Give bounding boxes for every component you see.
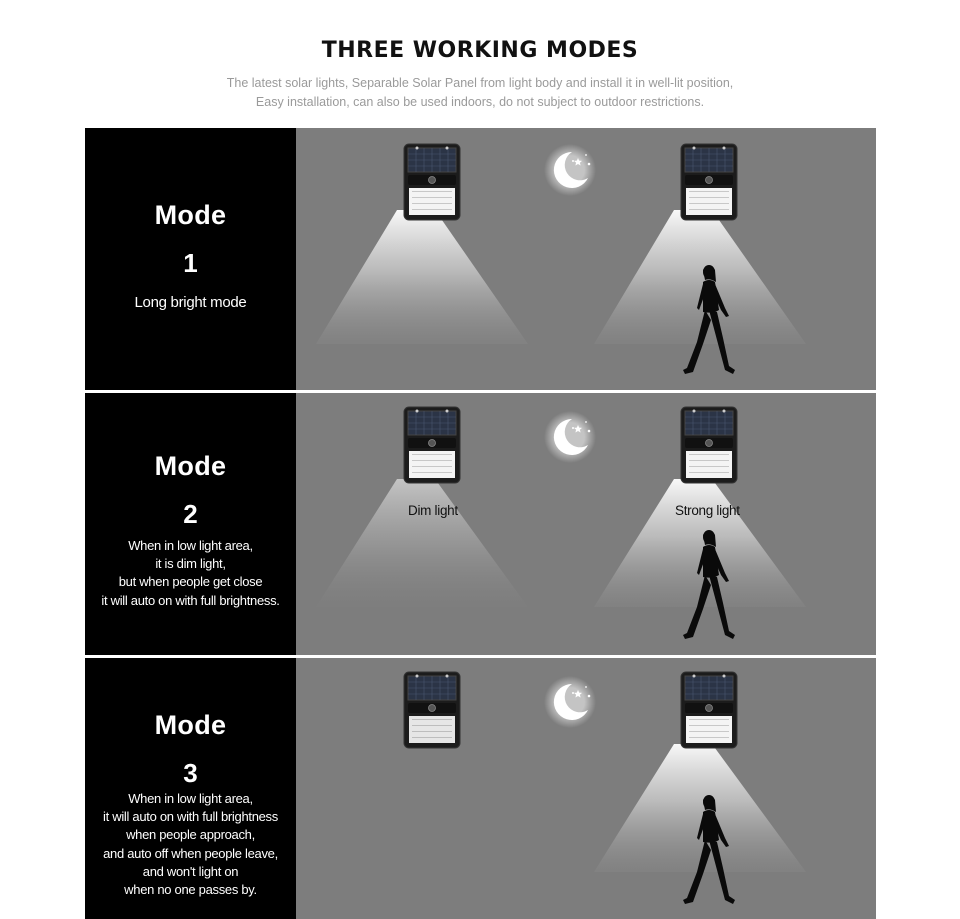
mode-scene: [296, 128, 876, 390]
mode-number: 2: [183, 499, 198, 529]
page-title: THREE WORKING MODES: [321, 38, 639, 63]
mode-word: Mode: [154, 200, 227, 230]
mode-scene: [296, 658, 876, 919]
subtitle-line-1: The latest solar lights, Separable Solar Panel from light body and install it in well-lit position,: [226, 76, 734, 90]
solar-light-icon: [404, 407, 460, 483]
solar-light-icon: [681, 407, 737, 483]
mode-description-line: it will auto on with full brightness: [103, 809, 278, 825]
moon-icon: [544, 676, 596, 728]
mode-description-line: it is dim light,: [155, 556, 226, 572]
mode-description-line: it will auto on with full brightness.: [101, 592, 280, 608]
mode-number: 1: [183, 248, 198, 278]
solar-light-icon: [404, 672, 460, 748]
mode-row-3: [85, 658, 876, 919]
strong-light-label: Strong light: [675, 503, 740, 518]
light-beam: [594, 479, 806, 607]
mode-panel: [85, 128, 296, 390]
mode-description-line: when no one passes by.: [124, 882, 257, 898]
light-beam: [316, 479, 528, 607]
mode-panel: [85, 658, 296, 919]
solar-light-icon: [681, 672, 737, 748]
subtitle-line-2: Easy installation, can also be used indoors, do not subject to outdoor restrictions.: [255, 95, 705, 109]
mode-description: [85, 790, 296, 899]
light-beam: [594, 744, 806, 872]
mode-description-line: but when people get close: [118, 574, 263, 590]
mode-row-1: [85, 128, 876, 390]
dim-light-label: Dim light: [408, 503, 458, 518]
mode-scene: [296, 393, 876, 655]
moon-icon: [544, 411, 596, 463]
solar-light-icon: [404, 144, 460, 220]
mode-description-line: Long bright mode: [134, 294, 247, 311]
mode-row-2: [85, 393, 876, 655]
mode-description-line: When in low light area,: [128, 538, 253, 553]
scene-illustration: [296, 658, 876, 919]
mode-description: [85, 294, 296, 312]
mode-description-line: and won't light on: [142, 863, 239, 879]
mode-description-line: when people approach,: [126, 827, 255, 843]
scene-illustration: [296, 128, 876, 390]
solar-light-icon: [681, 144, 737, 220]
mode-description: [85, 537, 296, 610]
mode-description-line: and auto off when people leave,: [103, 845, 278, 861]
light-beam: [316, 210, 528, 344]
scene-illustration: [296, 393, 876, 655]
light-beam: [594, 210, 806, 344]
mode-word: Mode: [154, 451, 227, 481]
mode-number: 3: [183, 758, 198, 788]
moon-icon: [544, 144, 596, 196]
page-subtitle: [0, 74, 960, 112]
mode-description-line: When in low light area,: [128, 791, 253, 806]
mode-panel: [85, 393, 296, 655]
mode-word: Mode: [154, 710, 227, 740]
